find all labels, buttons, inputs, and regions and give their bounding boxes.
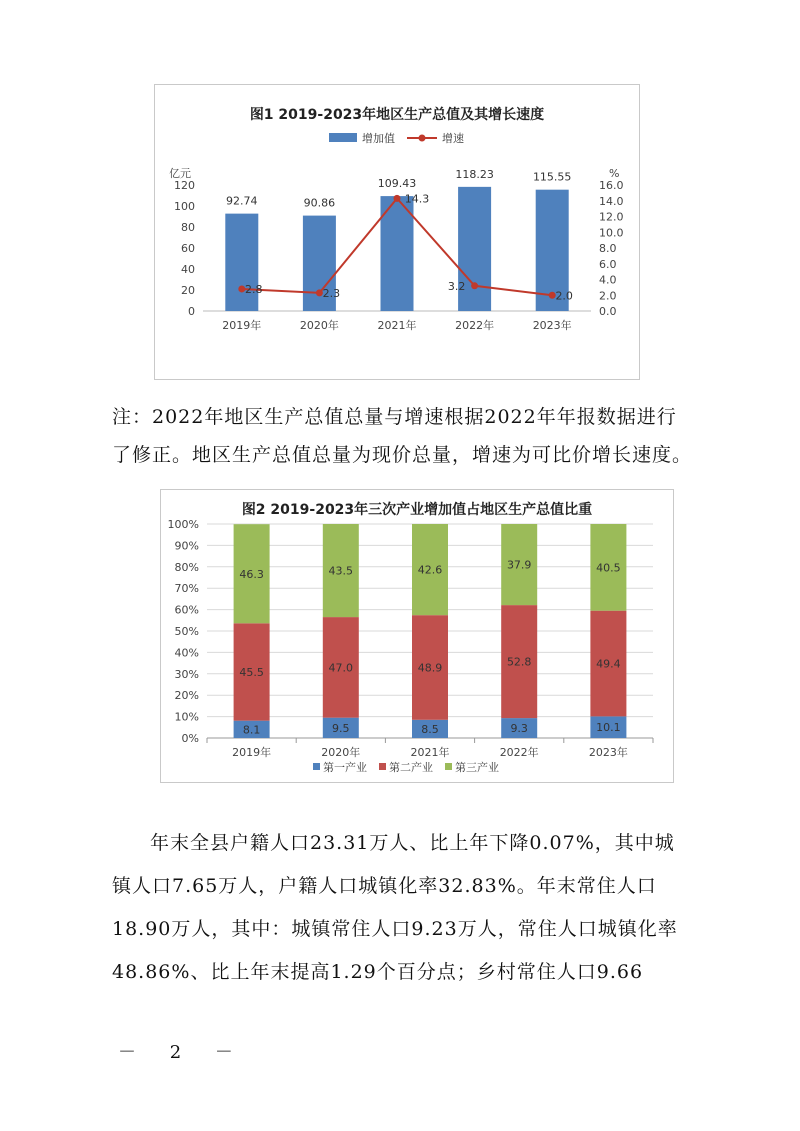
- chart1-title: 图1 2019-2023年地区生产总值及其增长速度: [249, 107, 545, 123]
- chart1-legend-bar-label: 增加值: [362, 132, 395, 145]
- chart1-y-right-tick: 16.0: [599, 179, 624, 192]
- chart1-bar: [225, 214, 258, 311]
- chart1-y-right-tick: 2.0: [599, 289, 617, 303]
- chart2-x-tick: 2021年: [410, 746, 450, 759]
- chart1-growth-label: 2.0: [555, 289, 573, 303]
- chart1-y-right-tick: 14.0: [599, 194, 624, 208]
- chart1-legend-line-label: 增速: [442, 132, 464, 145]
- chart2-legend-label: 第一产业: [323, 761, 367, 774]
- chart2-y-tick: 90%: [174, 539, 199, 553]
- chart2: [161, 490, 673, 782]
- chart1-y-left-tick: 100: [174, 200, 195, 213]
- chart2-segment-label: 49.4: [596, 657, 621, 671]
- chart2-segment-label: 40.5: [596, 561, 621, 575]
- chart2-legend-label: 第三产业: [455, 761, 499, 774]
- chart2-x-tick: 2020年: [321, 746, 361, 759]
- chart1-growth-label: 3.2: [447, 279, 466, 293]
- chart1-y-right-tick: 6.0: [599, 257, 617, 271]
- chart2-segment-label: 52.8: [506, 655, 532, 669]
- chart2-x-tick: 2019年: [232, 746, 272, 759]
- chart1-legend-line-marker: [419, 135, 426, 142]
- chart2-segment-label: 10.1: [596, 721, 621, 735]
- chart1-bar-label: 90.86: [303, 196, 336, 210]
- chart2-x-tick: 2023年: [588, 746, 628, 759]
- chart2-segment-label: 9.5: [332, 721, 350, 735]
- chart1-y-left-tick: 20: [181, 284, 195, 297]
- chart1-bar-label: 109.43: [377, 177, 417, 191]
- chart1-growth-label: 2.3: [322, 286, 341, 300]
- chart1-legend-bar-swatch: [329, 133, 357, 142]
- chart2-legend-label: 第二产业: [389, 761, 433, 774]
- chart1-frame: [154, 84, 640, 380]
- chart2-title: 图2 2019-2023年三次产业增加值占地区生产总值比重: [241, 502, 593, 518]
- chart1-x-tick: 2019年: [222, 319, 262, 332]
- chart2-y-tick: 30%: [174, 667, 199, 681]
- chart1-bar-label: 118.23: [455, 167, 494, 181]
- chart2-frame: [160, 489, 674, 783]
- chart2-segment-label: 9.3: [510, 722, 528, 736]
- body-paragraph: 年末全县户籍人口23.31万人、比上年下降0.07%，其中城镇人口7.65万人，户籍人口城镇化率32.83%。年末常住人口18.90万人，其中：城镇常住人口9.23万人，常住人口城镇化率48.86%、比上年末提高1.29个百分点；乡村常住人口9.66: [112, 832, 678, 983]
- chart1: [155, 85, 639, 379]
- chart2-legend-swatch: [379, 763, 386, 770]
- chart1-y-right-tick: 4.0: [599, 273, 617, 287]
- chart2-segment-label: 46.3: [239, 567, 264, 581]
- chart1-growth-label: 2.8: [245, 282, 263, 296]
- chart2-y-tick: 50%: [174, 625, 199, 638]
- chart2-y-tick: 0%: [181, 732, 199, 745]
- chart2-y-tick: 10%: [174, 710, 199, 724]
- chart2-segment-label: 8.5: [421, 722, 439, 736]
- chart1-y-left-tick: 120: [174, 179, 195, 192]
- chart2-y-tick: 40%: [174, 646, 199, 660]
- chart1-bar-label: 92.74: [226, 194, 258, 208]
- chart2-legend-swatch: [313, 763, 320, 770]
- chart1-x-tick: 2020年: [299, 319, 339, 332]
- chart2-legend-swatch: [445, 763, 452, 770]
- chart1-growth-point: [394, 195, 401, 202]
- chart1-bar-label: 115.55: [532, 170, 572, 184]
- chart1-y-right-tick: 10.0: [599, 226, 624, 240]
- chart1-y-right-tick: 8.0: [599, 242, 617, 255]
- chart2-y-tick: 70%: [174, 582, 199, 596]
- chart1-x-tick: 2023年: [532, 319, 572, 332]
- chart1-y-left-tick: 80: [181, 221, 195, 234]
- chart2-segment-label: 47.0: [328, 661, 354, 675]
- chart2-y-tick: 100%: [167, 518, 199, 531]
- chart1-y-left-tick: 0: [188, 305, 195, 318]
- page-number: － 2 －: [118, 1042, 247, 1063]
- chart-note: 注：2022年地区生产总值总量与增速根据2022年年报数据进行了修正。地区生产总值总量为现价总量，增速为可比价增长速度。: [112, 406, 693, 466]
- chart1-x-tick: 2022年: [455, 319, 495, 332]
- chart2-y-tick: 60%: [174, 603, 199, 617]
- chart1-growth-label: 14.3: [404, 192, 430, 206]
- chart1-y-right-tick: 0.0: [599, 305, 617, 318]
- chart1-y-left-tick: 40: [181, 263, 195, 276]
- chart2-y-tick: 20%: [174, 689, 199, 703]
- chart1-growth-point: [471, 282, 478, 289]
- chart2-segment-label: 48.9: [417, 661, 443, 675]
- chart1-y-left-tick: 60: [181, 242, 195, 255]
- chart2-segment-label: 45.5: [239, 665, 264, 679]
- chart1-y-right-tick: 12.0: [599, 210, 624, 224]
- chart2-segment-label: 37.9: [506, 558, 532, 572]
- chart1-y-left-unit: 亿元: [169, 167, 191, 180]
- chart1-y-right-unit: %: [609, 167, 620, 180]
- chart2-segment-label: 8.1: [242, 723, 261, 737]
- chart1-x-tick: 2021年: [377, 319, 417, 332]
- chart2-segment-label: 42.6: [417, 563, 443, 577]
- chart2-x-tick: 2022年: [499, 746, 539, 759]
- chart2-y-tick: 80%: [174, 560, 199, 574]
- chart2-segment-label: 43.5: [328, 564, 354, 578]
